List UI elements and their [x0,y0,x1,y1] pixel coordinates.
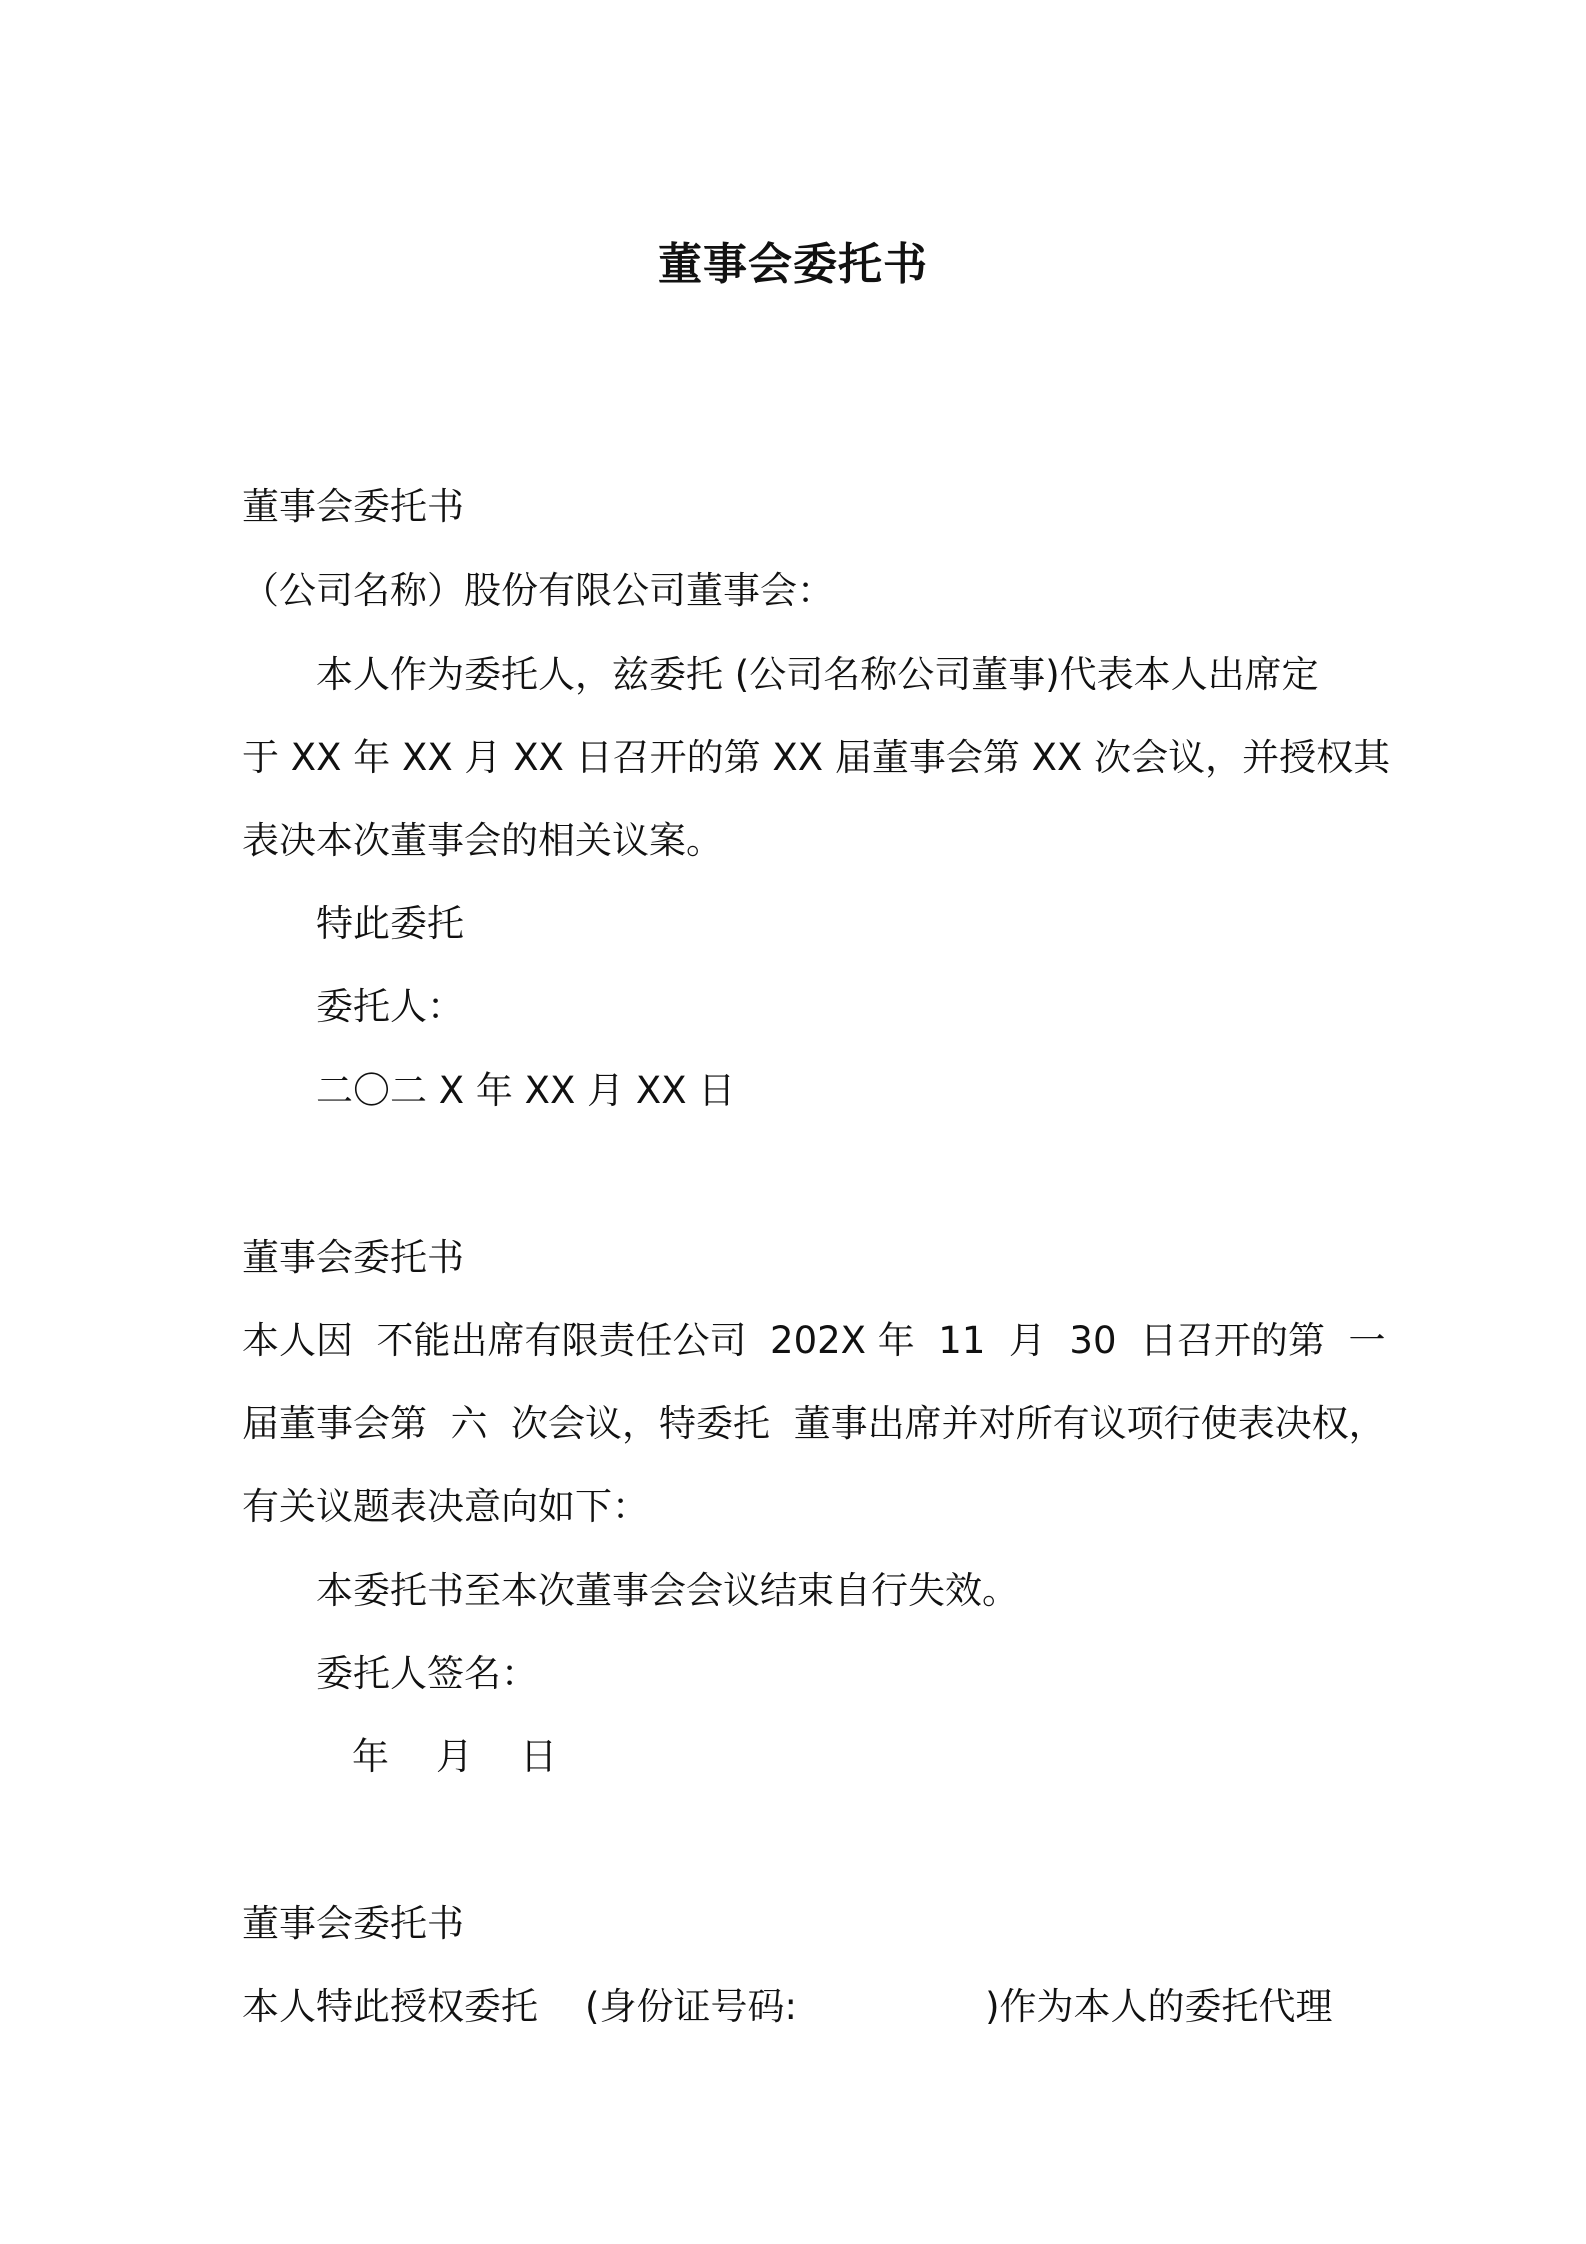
section3-heading: 董事会委托书 [242,1902,464,1945]
section2-paragraph-line3: 有关议题表决意向如下： [242,1485,649,1528]
section2-paragraph-line1: 本人因 不能出席有限责任公司 202X 年 11 月 30 日召开的第 一 [242,1319,1386,1362]
section1-principal-label: 委托人： [316,985,464,1028]
section1-paragraph-line2: 于 XX 年 XX 月 XX 日召开的第 XX 届董事会第 XX 次会议，并授权其 [242,736,1391,779]
section1-paragraph-line3: 表决本次董事会的相关议案。 [242,819,723,862]
section1-paragraph-line1: 本人作为委托人，兹委托 (公司名称公司董事)代表本人出席定 [316,653,1319,696]
section1-heading: 董事会委托书 [242,485,464,528]
section1-closing: 特此委托 [316,902,464,945]
section2-paragraph-line2: 届董事会第 六 次会议，特委托 董事出席并对所有议项行使表决权， [242,1402,1386,1445]
section2-validity: 本委托书至本次董事会会议结束自行失效。 [316,1569,1019,1612]
document-title: 董事会委托书 [658,239,928,290]
section2-heading: 董事会委托书 [242,1236,464,1279]
section2-date: 年 月 日 [352,1735,558,1778]
section3-paragraph-line1: 本人特此授权委托 (身份证号码: )作为本人的委托代理 [242,1985,1333,2028]
section1-date: 二〇二 X 年 XX 月 XX 日 [316,1069,736,1112]
section2-signature-label: 委托人签名： [316,1652,538,1695]
section1-addressee: （公司名称）股份有限公司董事会： [242,569,834,612]
